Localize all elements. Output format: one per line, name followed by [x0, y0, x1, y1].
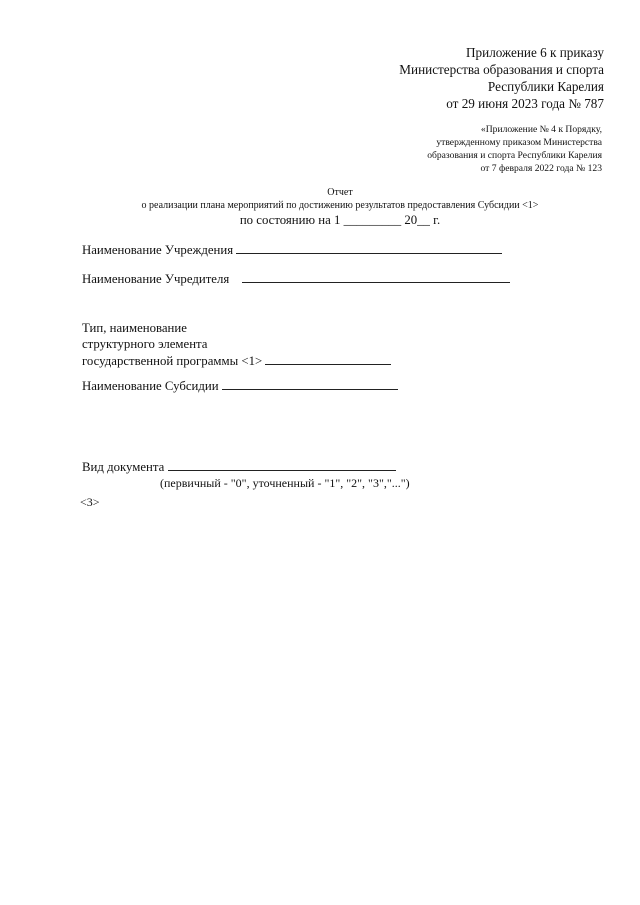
appendix-header: [399, 44, 604, 112]
appendix-line: Министерства образования и спорта: [399, 62, 604, 77]
report-heading: Отчет: [327, 187, 353, 198]
document-type-field: [82, 458, 396, 475]
subsidy-blank-line: [222, 377, 398, 390]
report-subtitle: о реализации плана мероприятий по достижению результатов предоставления Субсидии <1>: [141, 200, 539, 211]
program-element-label: государственной программы <1>: [82, 354, 263, 368]
appendix-line: от 29 июня 2023 года № 787: [446, 96, 604, 111]
founder-blank-line: [242, 270, 510, 283]
document-type-label: Вид документа: [82, 460, 165, 474]
quoted-appendix-header: [427, 123, 602, 175]
report-title-block: [0, 186, 640, 228]
document-type-hint: (первичный - "0", уточненный - "1", "2", "3","..."): [160, 476, 410, 490]
institution-label: Наименование Учреждения: [82, 243, 234, 257]
quoted-appendix-line: «Приложение № 4 к Порядку,: [480, 124, 602, 135]
program-element-field: [82, 320, 391, 369]
document-type-blank-line: [168, 458, 396, 471]
quoted-appendix-line: утвержденному приказом Министерства: [436, 137, 602, 148]
subsidy-label: Наименование Субсидии: [82, 379, 219, 393]
subsidy-field: [82, 377, 398, 394]
program-element-label: Тип, наименование: [82, 321, 187, 335]
institution-field: [82, 241, 502, 258]
report-as-of-date: по состоянию на 1 _________ 20__ г.: [239, 213, 441, 227]
institution-blank-line: [236, 241, 502, 254]
appendix-line: Республики Карелия: [487, 79, 604, 94]
appendix-line: Приложение 6 к приказу: [466, 45, 604, 60]
footnote-reference: <3>: [80, 495, 100, 509]
quoted-appendix-line: образования и спорта Республики Карелия: [427, 150, 602, 161]
program-element-label: структурного элемента: [82, 337, 208, 351]
founder-field: [82, 270, 510, 287]
program-element-blank-line: [265, 352, 391, 365]
quoted-appendix-line: от 7 февраля 2022 года № 123: [480, 163, 602, 174]
founder-label: Наименование Учредителя: [82, 272, 230, 286]
